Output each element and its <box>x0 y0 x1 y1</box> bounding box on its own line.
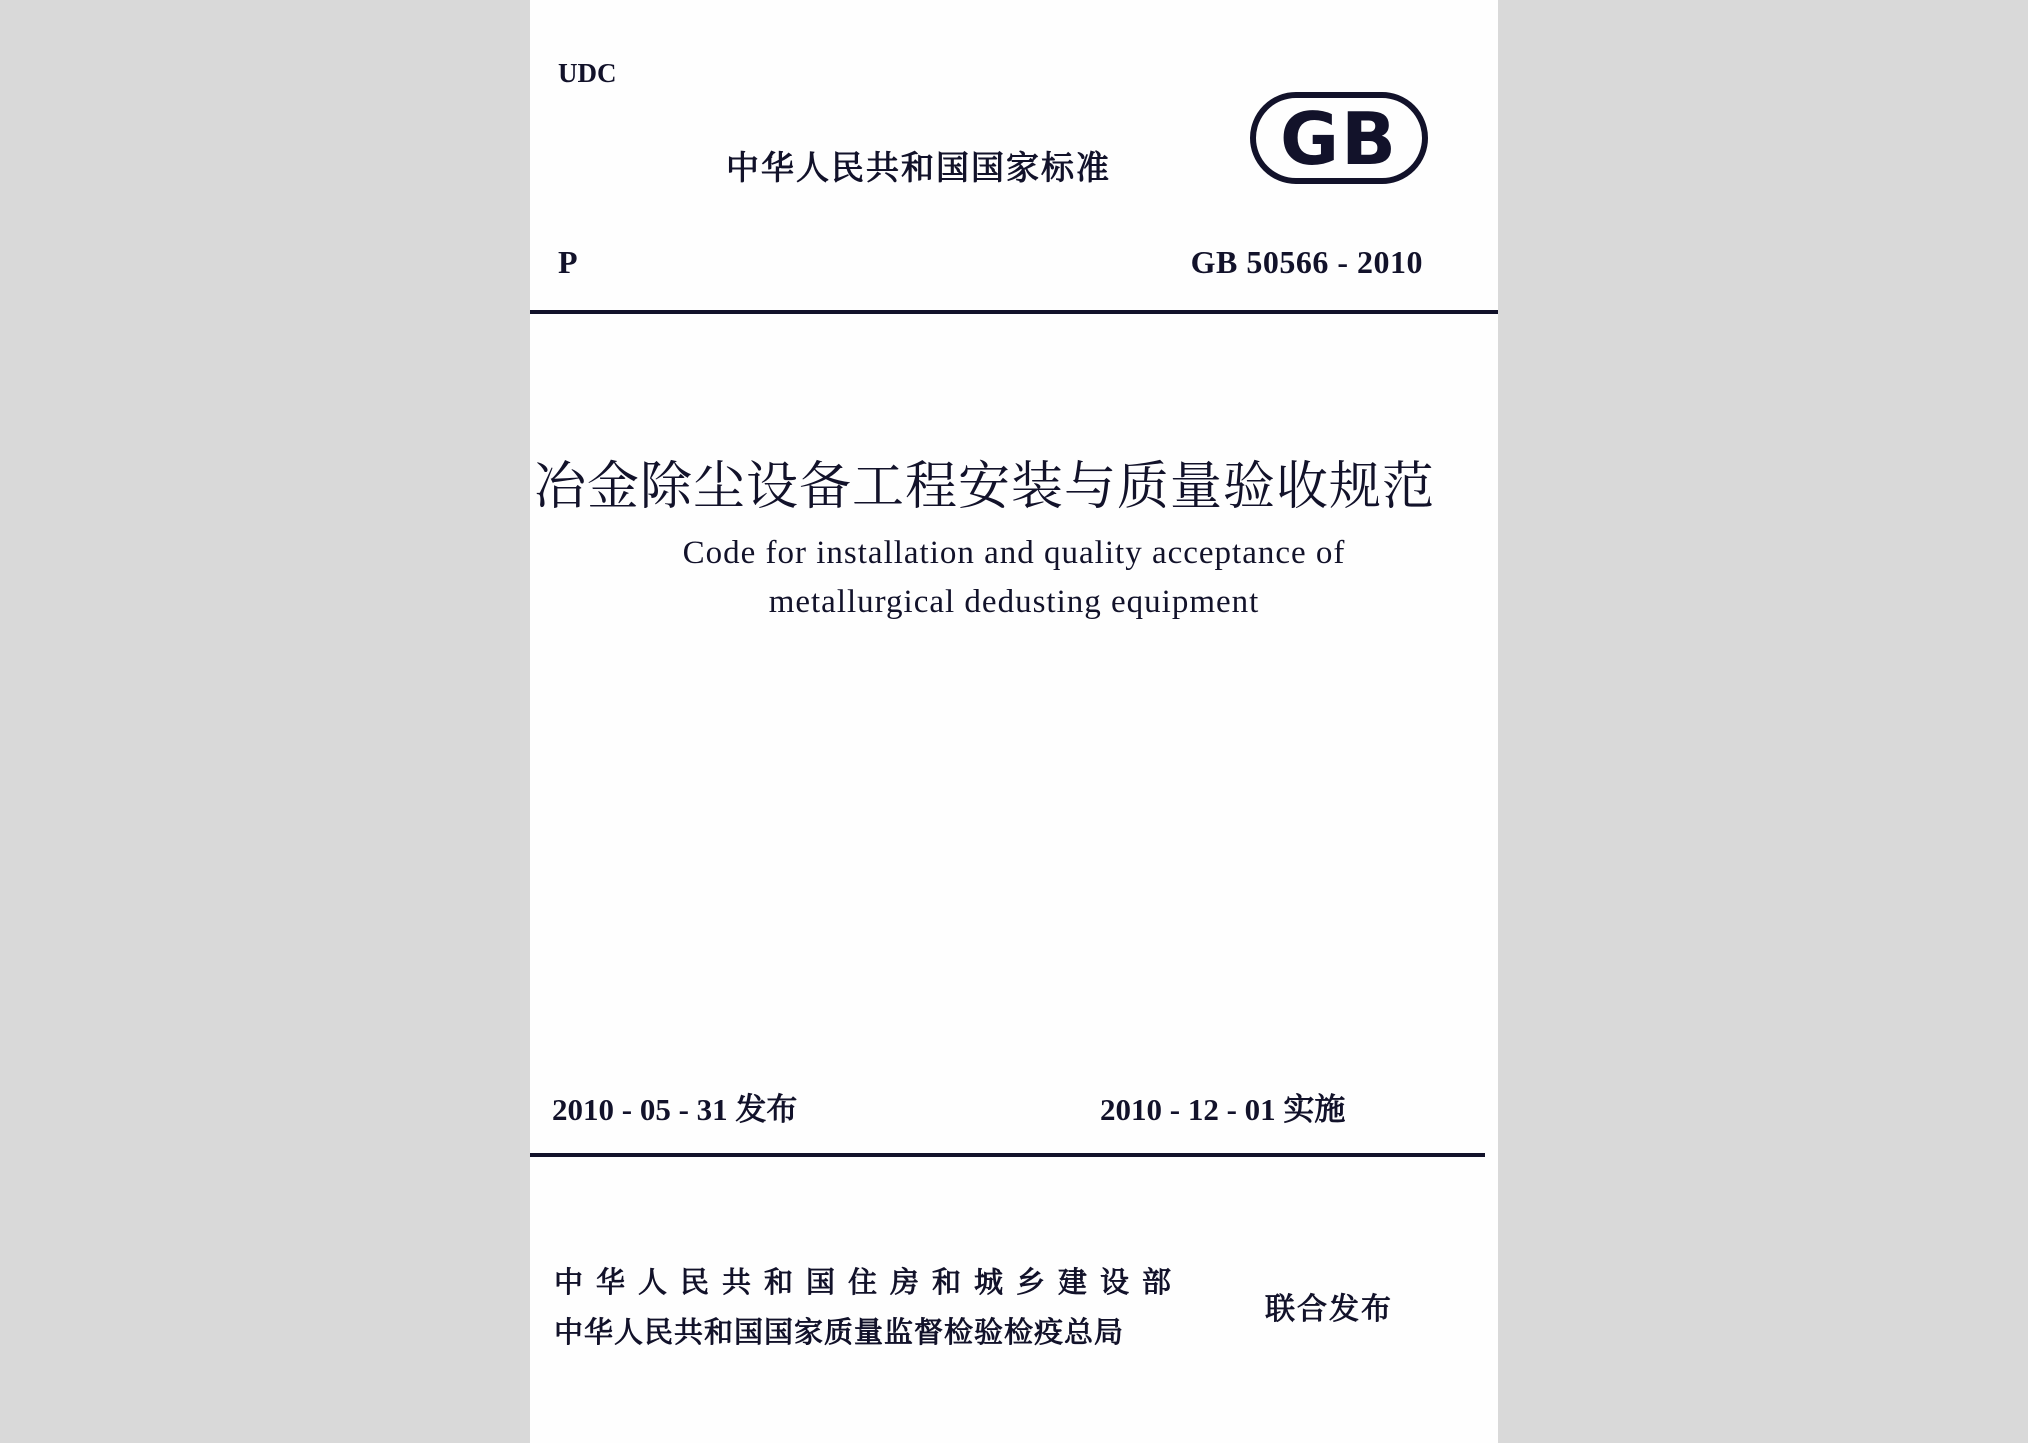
title-english-line2: metallurgical dedusting equipment <box>768 584 1260 620</box>
bottom-divider <box>530 1153 1485 1157</box>
standard-category: 中华人民共和国国家标准 <box>726 148 1111 187</box>
issuer-ministry: 中华人民共和国住房和城乡建设部 <box>554 1265 1185 1299</box>
standard-number: GB 50566 - 2010 <box>1190 244 1423 280</box>
effective-date: 2010 - 12 - 01 实施 <box>1100 1092 1346 1127</box>
udc-label: UDC <box>558 58 617 88</box>
title-english-line1: Code for installation and quality acceptance of <box>682 535 1346 571</box>
issuer-aqsiq: 中华人民共和国国家质量监督检验检疫总局 <box>554 1315 1125 1349</box>
gb-logo-icon <box>1250 92 1428 184</box>
classification-code: P <box>558 244 578 280</box>
issue-date: 2010 - 05 - 31 发布 <box>552 1092 798 1127</box>
document-page <box>530 0 1498 1443</box>
svg-text:GB: GB <box>1280 97 1398 181</box>
top-divider <box>530 310 1498 314</box>
joint-release-label: 联合发布 <box>1265 1292 1393 1327</box>
title-chinese: 冶金除尘设备工程安装与质量验收规范 <box>534 457 1436 517</box>
